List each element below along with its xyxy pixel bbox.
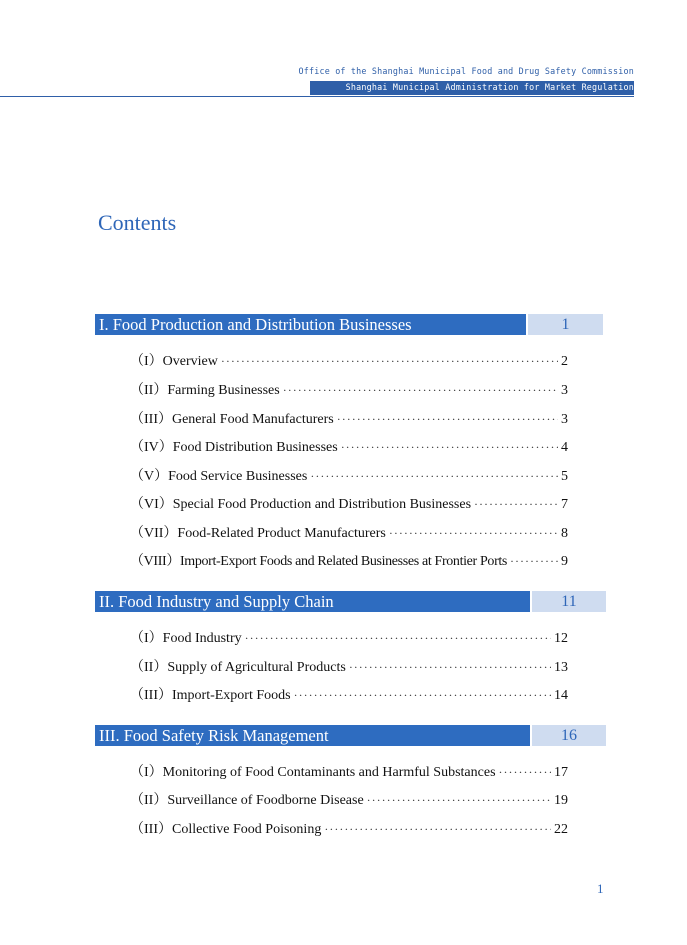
toc-leader-dots — [337, 410, 558, 428]
toc-entry-page: 4 — [561, 440, 568, 455]
toc-entry-label: （III）Import-Export Foods — [130, 688, 291, 703]
toc-entry-page: 3 — [561, 383, 568, 398]
toc-entry-page: 5 — [561, 469, 568, 484]
toc-leader-dots — [283, 381, 558, 399]
toc-entry[interactable] — [130, 524, 568, 542]
toc-leader-dots — [367, 791, 551, 809]
toc-entry[interactable] — [130, 658, 568, 676]
toc-entry-label: （I）Food Industry — [130, 631, 242, 646]
toc-entry-label: （VII）Food-Related Product Manufacturers — [130, 526, 386, 541]
toc-entry-page: 12 — [554, 631, 568, 646]
toc-entry-label: （II）Supply of Agricultural Products — [130, 660, 346, 675]
toc-leader-dots — [349, 658, 551, 676]
toc-entry-page: 17 — [554, 765, 568, 780]
toc-leader-dots — [341, 438, 558, 456]
toc-entry-label: （V）Food Service Businesses — [130, 469, 308, 484]
header-org-line2: Shanghai Municipal Administration for Market Regulation — [345, 82, 634, 92]
toc-leader-dots — [510, 552, 558, 570]
section-page-number: 11 — [532, 591, 606, 612]
toc-entry[interactable] — [130, 352, 568, 370]
section-title: II. Food Industry and Supply Chain — [95, 591, 530, 612]
toc-leader-dots — [324, 820, 551, 838]
section-title: I. Food Production and Distribution Businesses — [95, 314, 526, 335]
page-number: 1 — [597, 881, 604, 896]
header-rule — [0, 96, 634, 97]
toc-leader-dots — [245, 629, 551, 647]
toc-entry-label: （VI）Special Food Production and Distribution Businesses — [130, 497, 472, 512]
toc-entry[interactable] — [130, 467, 568, 485]
toc-section-1[interactable] — [95, 314, 603, 335]
toc-leader-dots — [474, 495, 558, 513]
toc-entry-label: （I）Overview — [130, 354, 218, 369]
toc-entry[interactable] — [130, 791, 568, 809]
contents-title: Contents — [98, 210, 177, 235]
toc-section-2[interactable] — [95, 591, 606, 612]
toc-entry[interactable] — [130, 629, 568, 647]
toc-entry[interactable] — [130, 763, 568, 781]
toc-entry[interactable] — [130, 495, 568, 513]
toc-entry-page: 19 — [554, 793, 568, 808]
toc-entry[interactable] — [130, 381, 568, 399]
toc-entry[interactable] — [130, 552, 568, 570]
toc-entry[interactable] — [130, 686, 568, 704]
toc-entry-label: （IV）Food Distribution Businesses — [130, 440, 338, 455]
toc-section-3[interactable] — [95, 725, 606, 746]
toc-entry-page: 9 — [561, 554, 568, 569]
toc-entry-label: （VIII）Import-Export Foods and Related Businesses at Frontier Ports — [130, 554, 508, 569]
toc-entry-page: 13 — [554, 660, 568, 675]
toc-entry[interactable] — [130, 410, 568, 428]
toc-entry-page: 7 — [561, 497, 568, 512]
toc-leader-dots — [310, 467, 558, 485]
toc-entry-label: （II）Farming Businesses — [130, 383, 280, 398]
section-page-number: 16 — [532, 725, 606, 746]
toc-entry-page: 3 — [561, 412, 568, 427]
toc-entry-label: （I）Monitoring of Food Contaminants and Harmful Substances — [130, 765, 496, 780]
toc-entry[interactable] — [130, 820, 568, 838]
toc-leader-dots — [389, 524, 558, 542]
toc-leader-dots — [499, 763, 551, 781]
toc-leader-dots — [294, 686, 551, 704]
toc-entry-page: 22 — [554, 822, 568, 837]
toc-entry-page: 14 — [554, 688, 568, 703]
toc-entry-label: （II）Surveillance of Foodborne Disease — [130, 793, 364, 808]
toc-entry-page: 8 — [561, 526, 568, 541]
section-title: III. Food Safety Risk Management — [95, 725, 530, 746]
toc-entry-label: （III）General Food Manufacturers — [130, 412, 334, 427]
toc-entry[interactable] — [130, 438, 568, 456]
header-org-line1: Office of the Shanghai Municipal Food and Drug Safety Commission — [298, 66, 634, 76]
section-page-number: 1 — [528, 314, 603, 335]
toc-leader-dots — [221, 352, 558, 370]
toc-entry-page: 2 — [561, 354, 568, 369]
toc-entry-label: （III）Collective Food Poisoning — [130, 822, 322, 837]
